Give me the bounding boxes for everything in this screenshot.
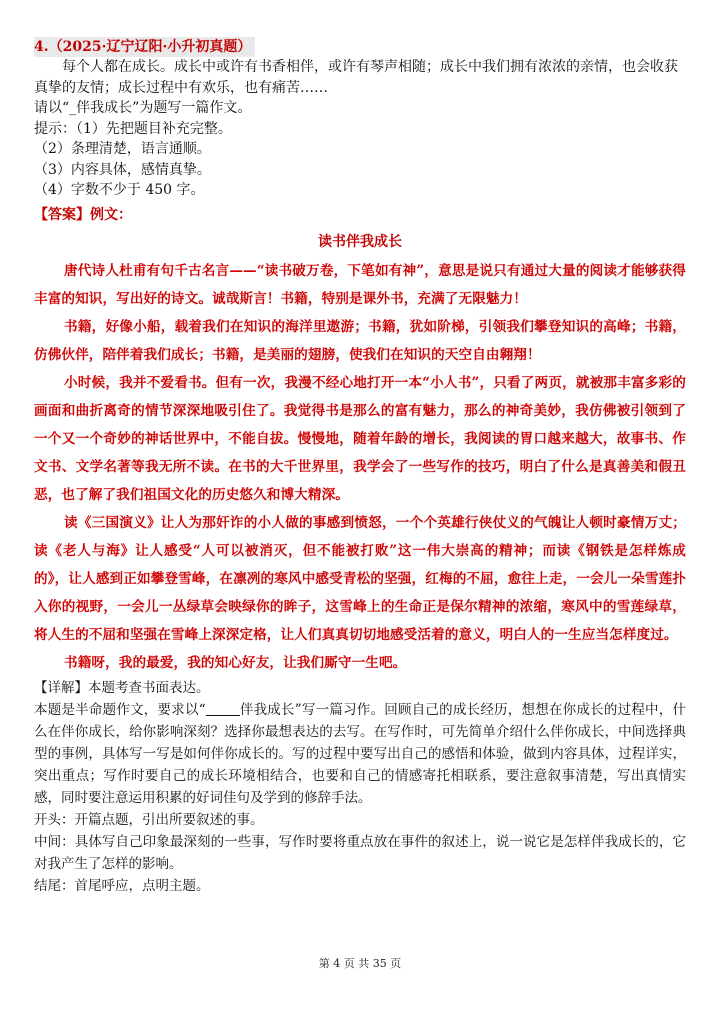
tip-item: （4）字数不少于 450 字。 (34, 182, 205, 198)
question-prompt: 每个人都在成长。成长中或许有书香相伴，或许有琴声相随；成长中我们拥有浓浓的亲情，也会收获真挚的友情；成长过程中有欢乐，也有痛苦…… (34, 59, 678, 96)
detail-ending: 结尾：首尾呼应，点明主题。 (34, 877, 210, 894)
essay-paragraph: 小时候，我并不爱看书。但有一次，我漫不经心地打开一本“小人书”，只看了两页，就被那丰富多彩的画面和曲折离奇的情节深深地吸引住了。我觉得书是那么的富有魅力，那么的神奇美妙，我仿佛被引领到了一个又一个奇妙的神话世界中，不能自拔。慢慢地，随着年龄的增长，我阅读的胃口越来越大，故事书、作文书、文学名著等我无所不读。在书的大千世界里，我学会了一些写作的技巧，明白了什么是真善美和假丑恶，也了解了我们祖国文化的历史悠久和博大精深。 (34, 374, 686, 503)
essay-paragraph: 唐代诗人杜甫有句千古名言——“读书破万卷，下笔如有神”，意思是说只有通过大量的阅读才能够获得丰富的知识，写出好的诗文。诚哉斯言！书籍，特别是课外书，充满了无限魅力！ (34, 262, 686, 307)
answer-label: 【答案】例文： (34, 206, 132, 223)
detail-body-start: 本题是半命题作文，要求以“ (34, 701, 206, 718)
essay-paragraph: 书籍，好像小船，载着我们在知识的海洋里遨游；书籍，犹如阶梯，引领我们攀登知识的高峰；书籍，仿佛伙伴，陪伴着我们成长；书籍，是美丽的翅膀，使我们在知识的天空自由翱翔！ (34, 318, 686, 363)
tip-item: （2）条理清楚，语言通顺。 (34, 141, 211, 157)
detail-label: 【详解】本题考查书面表达。 (34, 679, 210, 696)
tip-item: （3）内容具体，感情真挚。 (34, 161, 211, 178)
question-instruction: 请以“_伴我成长”为题写一篇作文。 (34, 100, 252, 116)
detail-opening: 开头：开篇点题，引出所要叙述的事。 (34, 811, 264, 828)
detail-body-rest: 伴我成长”写一篇习作。回顾自己的成长经历，想想在你成长的过程中，什么在伴你成长，给你影响深刻？选择你最想表达的去写。在写作时，可先简单介绍什么伴你成长，中间选择典型的事例，具体写一写是如何伴你成长的。写的过程中要写出自己的感悟和体验，做到内容具体，过程详实，突出重点；写作时要自己的成长环境相结合，也要和自己的情感寄托相联系，要注意叙事清楚，写出真情实感，同时要注意运用积累的好词佳句及学到的修辞手法。 (34, 701, 686, 806)
detail-middle: 中间：具体写自己印象最深刻的一些事，写作时要将重点放在事件的叙述上，说一说它是怎样伴我成长的，它对我产生了怎样的影响。 (34, 833, 686, 872)
tips-label: 提示：（1）先把题目补充完整。 (34, 120, 232, 137)
blank-line (206, 701, 240, 716)
essay-paragraph: 书籍呀，我的最爱，我的知心好友，让我们厮守一生吧。 (64, 654, 407, 671)
page-footer: 第 4 页 共 35 页 (318, 957, 402, 970)
essay-title: 读书伴我成长 (318, 233, 402, 250)
detail-body (34, 699, 686, 809)
document-page (34, 36, 686, 897)
essay-paragraph: 读《三国演义》让人为那奸诈的小人做的事感到愤怒，一个个英雄行侠仗义的气魄让人顿时豪情万丈；读《老人与海》让人感受“人可以被消灭，但不能被打败”这一伟大崇高的精神；而读《钢铁是怎样炼成的》，让人感到正如攀登雪峰，在凛冽的寒风中感受青松的坚强，红梅的不屈，愈往上走，一会儿一朵雪莲扑入你的视野，一会儿一丛绿草会映绿你的眸子，这雪峰上的生命正是保尔精神的浓缩，寒风中的雪莲绿草，将人生的不屈和坚强在雪峰上深深定格，让人们真真切切地感受活着的意义，明白人的一生应当怎样度过。 (34, 514, 686, 643)
question-header: 4.（2025·辽宁辽阳·小升初真题） (34, 37, 255, 57)
